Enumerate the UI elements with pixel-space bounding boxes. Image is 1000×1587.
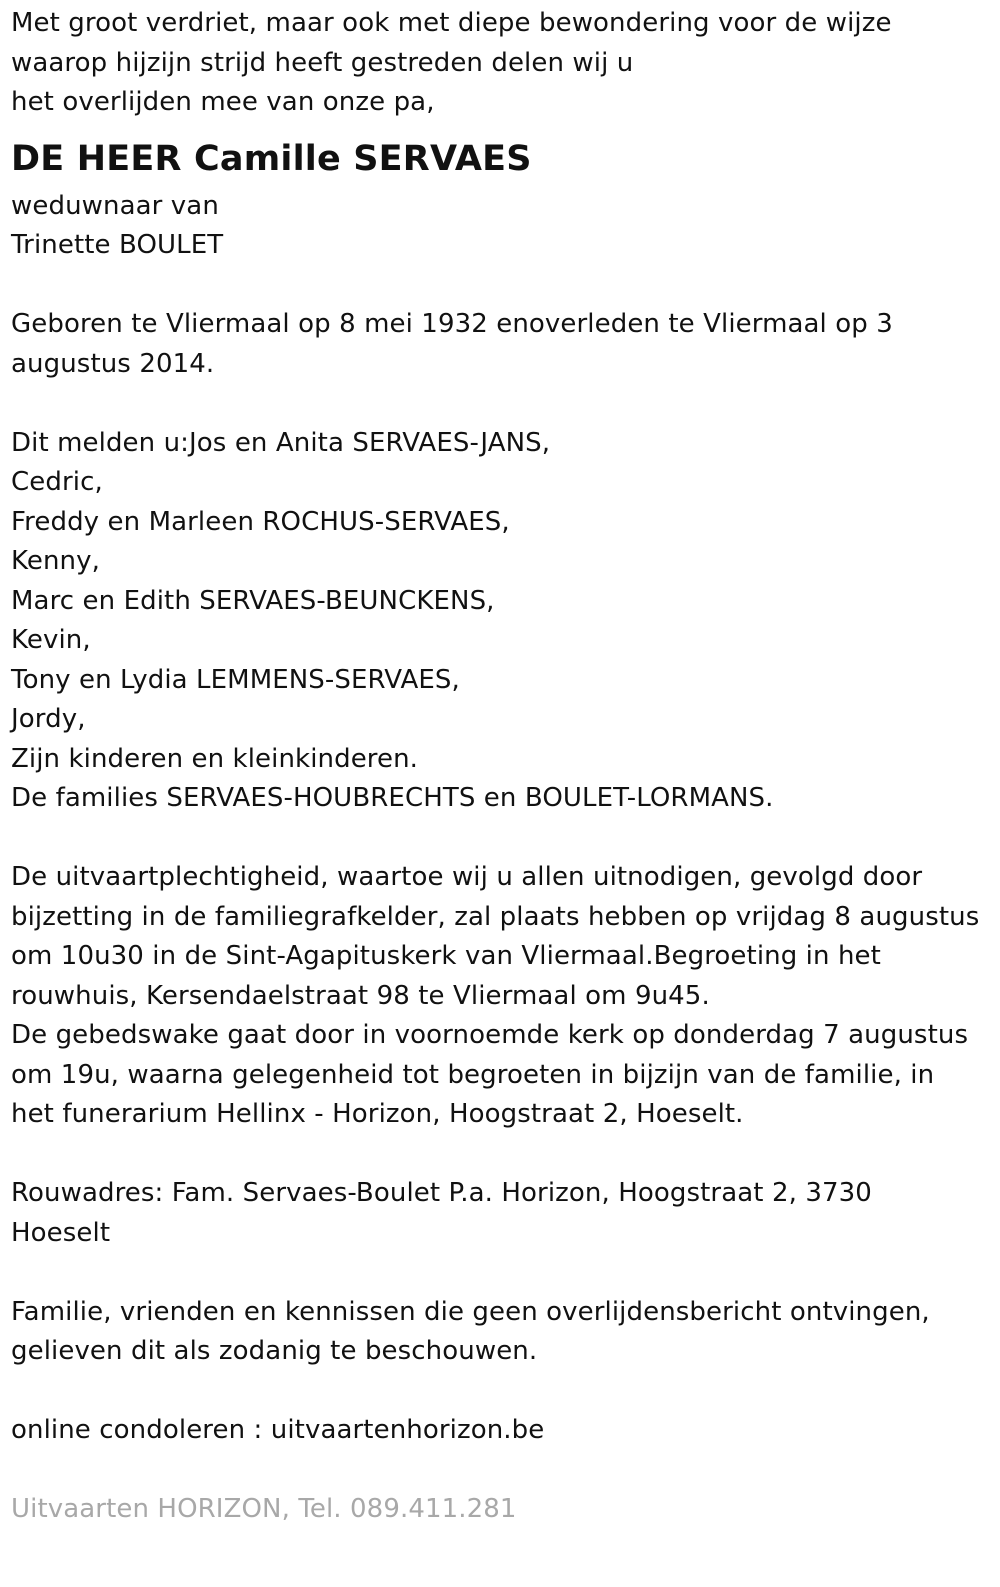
spouse-name: Trinette BOULET xyxy=(11,230,224,260)
ceremony-paragraph xyxy=(11,858,991,1135)
announcer-line: Kenny, xyxy=(11,546,100,576)
announcer-line: De families SERVAES-HOUBRECHTS en BOULET-LORMANS. xyxy=(11,783,774,813)
intro-line: waarop hijzijn strijd heeft gestreden delen wij u xyxy=(11,47,634,78)
notice-paragraph xyxy=(11,1293,991,1372)
ceremony-line: om 10u30 in de Sint-Agapituskerk van Vliermaal.Begroeting in het xyxy=(11,941,881,971)
spacer xyxy=(11,384,991,424)
ceremony-line: De uitvaartplechtigheid, waartoe wij u allen uitnodigen, gevolgd door xyxy=(11,862,923,892)
announcer-line: Tony en Lydia LEMMENS-SERVAES, xyxy=(11,664,460,695)
obituary-document xyxy=(11,4,991,1530)
spacer xyxy=(11,1372,991,1412)
announcer-line: Dit melden u:Jos en Anita SERVAES-JANS, xyxy=(11,427,551,458)
mourning-address xyxy=(11,1174,991,1253)
online-condolence-link[interactable]: online condoleren : uitvaartenhorizon.be xyxy=(11,1415,545,1445)
ceremony-line: bijzetting in de familiegrafkelder, zal plaats hebben op vrijdag 8 augustus xyxy=(11,901,980,932)
spacer xyxy=(11,819,991,859)
footer-funeral-home: Uitvaarten HORIZON, Tel. 089.411.281 xyxy=(11,1494,517,1524)
birth-death-line: augustus 2014. xyxy=(11,348,215,379)
deceased-name: DE HEER Camille SERVAES xyxy=(11,138,532,179)
announcer-line: Freddy en Marleen ROCHUS-SERVAES, xyxy=(11,506,510,537)
announcers-list xyxy=(11,424,991,819)
announcer-line: Zijn kinderen en kleinkinderen. xyxy=(11,743,419,774)
ceremony-line: het funerarium Hellinx - Horizon, Hoogstraat 2, Hoeselt. xyxy=(11,1099,744,1129)
announcer-line: Jordy, xyxy=(11,704,86,734)
address-line: Rouwadres: Fam. Servaes-Boulet P.a. Horizon, Hoogstraat 2, 3730 xyxy=(11,1178,872,1208)
notice-line: Familie, vrienden en kennissen die geen overlijdensbericht ontvingen, xyxy=(11,1296,930,1327)
ceremony-line: om 19u, waarna gelegenheid tot begroeten in bijzijn van de familie, in xyxy=(11,1059,935,1090)
spacer xyxy=(11,266,991,306)
birth-death-line: Geboren te Vliermaal op 8 mei 1932 enoverleden te Vliermaal op 3 xyxy=(11,309,893,339)
birth-death-paragraph xyxy=(11,305,991,384)
notice-line: gelieven dit als zodanig te beschouwen. xyxy=(11,1336,538,1366)
ceremony-line: rouwhuis, Kersendaelstraat 98 te Vliermaal om 9u45. xyxy=(11,980,710,1011)
announcer-line: Marc en Edith SERVAES-BEUNCKENS, xyxy=(11,585,495,616)
announcer-line: Cedric, xyxy=(11,467,103,497)
address-line: Hoeselt xyxy=(11,1217,111,1248)
spacer xyxy=(11,1253,991,1293)
ceremony-line: De gebedswake gaat door in voornoemde kerk op donderdag 7 augustus xyxy=(11,1020,969,1050)
intro-line: het overlijden mee van onze pa, xyxy=(11,87,435,117)
intro-line: Met groot verdriet, maar ook met diepe bewondering voor de wijze xyxy=(11,8,892,38)
intro-paragraph xyxy=(11,4,991,123)
announcer-line: Kevin, xyxy=(11,625,91,655)
spacer xyxy=(11,1135,991,1175)
widower-of-label: weduwnaar van xyxy=(11,190,219,221)
spacer xyxy=(11,1451,991,1491)
